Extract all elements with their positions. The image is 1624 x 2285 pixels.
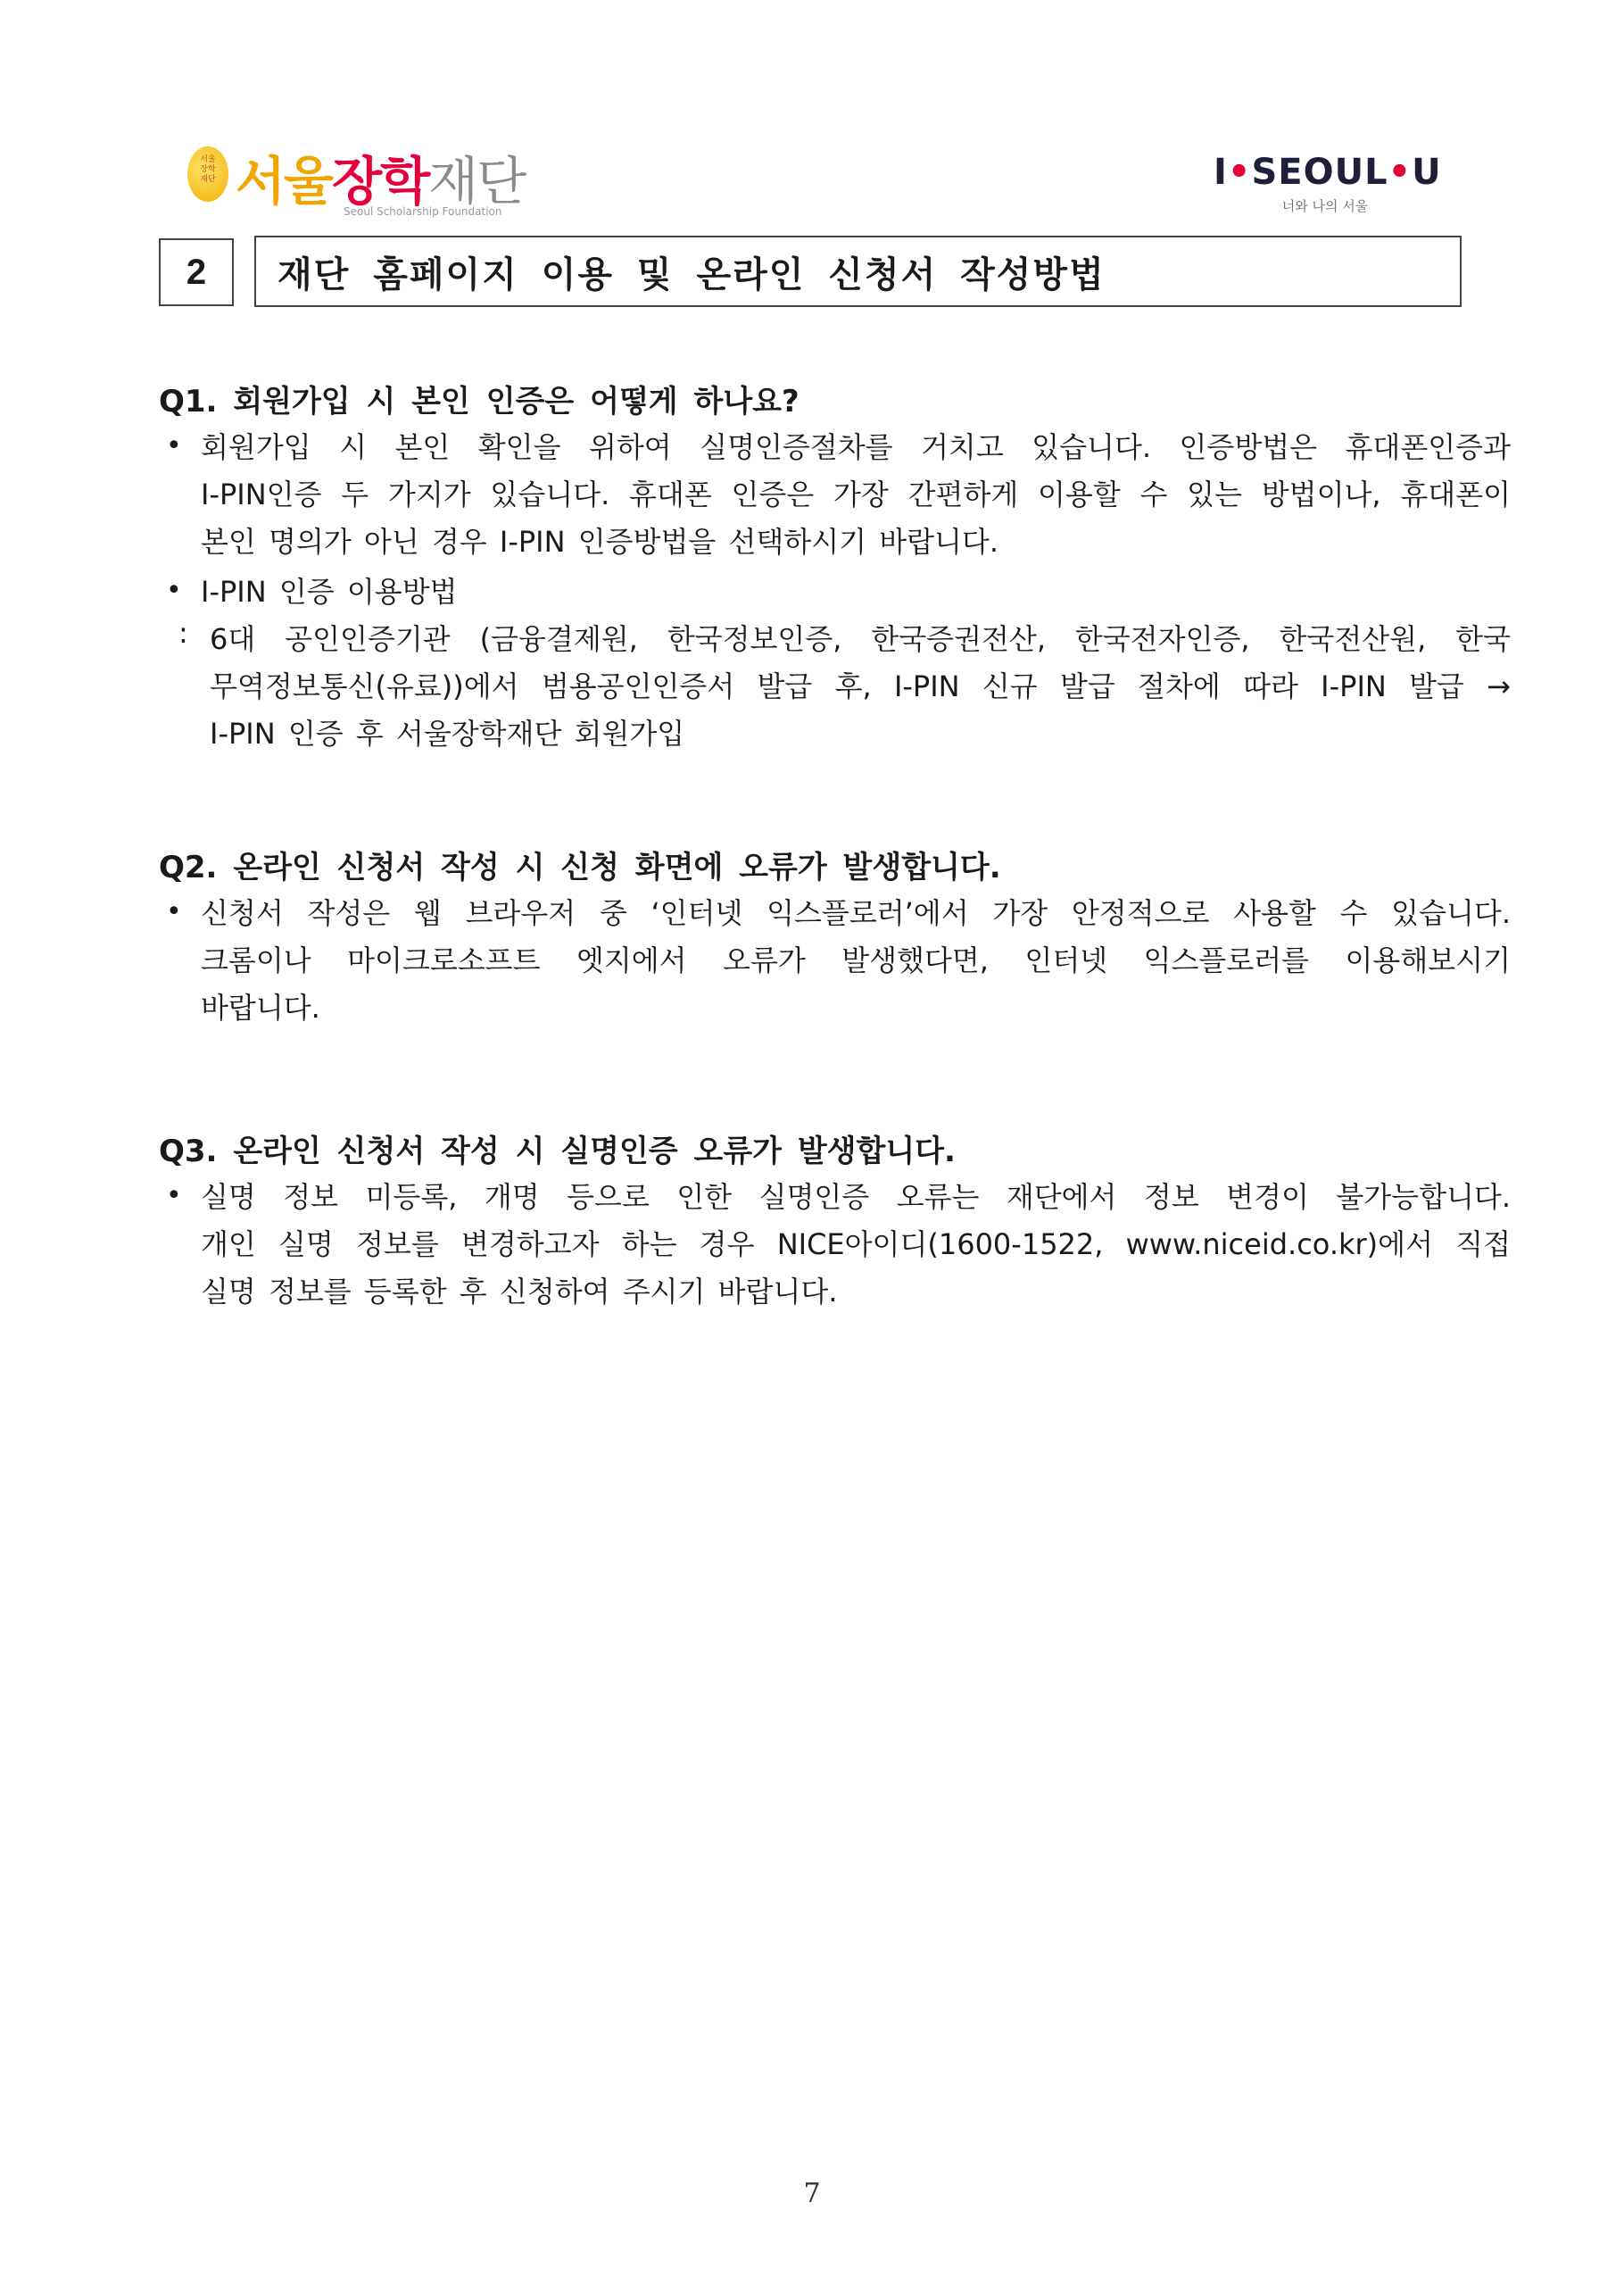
bullet-icon: •	[166, 896, 182, 927]
answer-line: 회원가입 시 본인 확인을 위하여 실명인증절차를 거치고 있습니다. 인증방법은 휴대폰인증과	[201, 430, 1511, 464]
question-1: Q1. 회원가입 시 본인 인증은 어떻게 하나요?	[159, 384, 800, 420]
foundation-emblem-icon	[187, 146, 228, 202]
emblem-text: 서울 장학 재단	[200, 155, 216, 184]
logo-char-2: 울	[284, 151, 333, 212]
logo-dot-1: •	[1227, 152, 1252, 193]
section-number: 2	[159, 238, 234, 306]
bullet-icon: •	[166, 430, 182, 461]
bullet-icon: •	[166, 1180, 182, 1211]
section-title: 재단 홈페이지 이용 및 온라인 신청서 작성방법	[254, 236, 1462, 307]
question-3: Q3. 온라인 신청서 작성 시 실명인증 오류가 발생합니다.	[159, 1134, 956, 1169]
answer-1-detail	[210, 616, 1511, 758]
logo-dot-2: •	[1388, 152, 1413, 193]
i-seoul-u-subtitle: 너와 나의 서울	[1281, 198, 1369, 214]
question-2: Q2. 온라인 신청서 작성 시 신청 화면에 오류가 발생합니다.	[159, 850, 1001, 885]
logo-u: U	[1412, 152, 1442, 193]
answer-line: I-PIN 인증 이용방법	[201, 575, 458, 609]
answer-line: 무역정보통신(유료))에서 범용공인인증서 발급 후, I-PIN 신규 발급 절차에 따라 I-PIN 발급 →	[210, 669, 1511, 703]
answer-line: 개인 실명 정보를 변경하고자 하는 경우 NICE아이디(1600-1522, www.niceid.co.kr)에서 직접	[201, 1227, 1511, 1261]
logo-i: I	[1214, 152, 1228, 193]
logo-char-4: 재단	[428, 151, 526, 212]
i-seoul-u-wordmark	[1214, 152, 1442, 193]
answer-1-paragraph-1	[201, 424, 1511, 566]
logo-seoul: SEOUL	[1251, 152, 1388, 193]
detail-colon: :	[178, 616, 188, 650]
answer-line: I-PIN 인증 후 서울장학재단 회원가입	[210, 717, 685, 751]
seoul-scholarship-foundation-logo	[187, 143, 526, 223]
answer-line: 실명 정보 미등록, 개명 등으로 인한 실명인증 오류는 재단에서 정보 변경이 불가능합니다.	[201, 1180, 1511, 1214]
answer-line: I-PIN인증 두 가지가 있습니다. 휴대폰 인증은 가장 간편하게 이용할 수 있는 방법이나, 휴대폰이	[201, 478, 1511, 511]
answer-line: 실명 정보를 등록한 후 신청하여 주시기 바랍니다.	[201, 1275, 838, 1309]
answer-line: 본인 명의가 아닌 경우 I-PIN 인증방법을 선택하시기 바랍니다.	[201, 525, 999, 559]
answer-line: 6대 공인인증기관 (금융결제원, 한국정보인증, 한국증권전산, 한국전자인증, 한국전산원, 한국	[210, 622, 1511, 656]
bullet-icon: •	[166, 575, 182, 606]
answer-1-paragraph-2	[201, 569, 1511, 616]
logo-wordmark	[236, 139, 525, 214]
answer-3-paragraph	[201, 1174, 1511, 1316]
page-number: 7	[803, 2178, 821, 2209]
answer-line: 신청서 작성은 웹 브라우저 중 ‘인터넷 익스플로러’에서 가장 안정적으로 사용할 수 있습니다.	[201, 896, 1511, 930]
i-seoul-u-logo	[1214, 152, 1442, 223]
logo-char-3: 장학	[332, 151, 429, 212]
answer-line: 크롬이나 마이크로소프트 엣지에서 오류가 발생했다면, 인터넷 익스플로러를 이용해보시기	[201, 943, 1511, 977]
logo-subtitle: Seoul Scholarship Foundation	[344, 205, 502, 218]
answer-2-paragraph	[201, 890, 1511, 1032]
logo-char-1: 서	[236, 151, 285, 212]
answer-line: 바랍니다.	[201, 991, 320, 1025]
